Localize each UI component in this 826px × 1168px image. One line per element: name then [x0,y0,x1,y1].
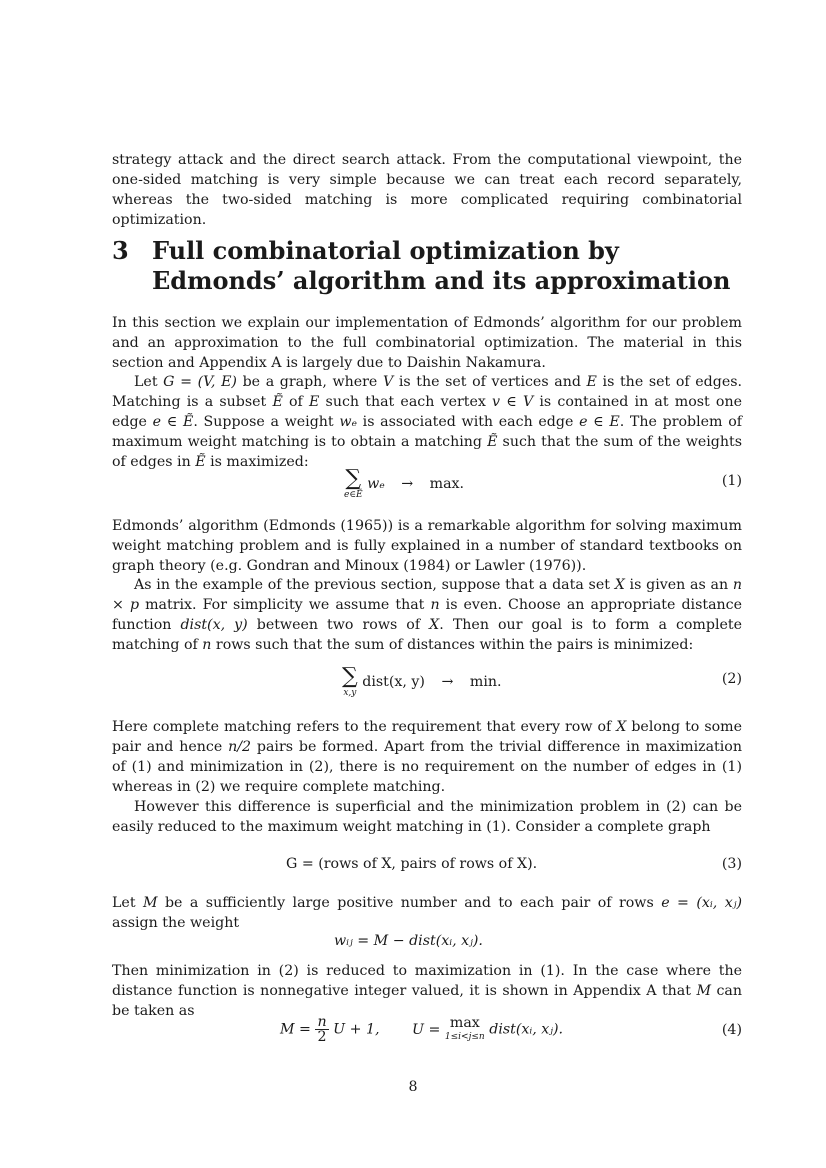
paragraph-graph-definition: Let G = (V, E) be a graph, where V is the set of vertices and E is the set of edges. Matching is a subset Ẽ of E such that each vertex v ∈ V is contained in at most one edge e ∈ Ẽ. Suppose a weight wₑ is associated with each edge e ∈ E. The problem of maximum weight matching is to obtain a matching Ẽ such that the sum of the weights of edges in Ẽ is maximized: [112,374,743,470]
equation-1-tag: (1) [721,473,742,489]
equation-1 [112,468,742,504]
equation-weight-body: wᵢⱼ = M − dist(xᵢ, xⱼ). [334,933,483,949]
equation-3-body: G = (rows of X, pairs of rows of X). [286,856,538,872]
equation-1-body: ∑ e∈Ẽ wₑ → max. [344,466,465,500]
equation-4 [112,1015,742,1053]
section-heading [112,236,752,298]
paragraph-data-set: As in the example of the previous section, suppose that a data set X is given as an n × p matrix. For simplicity we assume that n is even. Choose an appropriate distance function dist(x, y) between two rows of X. Then our goal is to form a complete matching of n rows such that the sum of distances within the pairs is minimized: [112,577,743,653]
equation-2-tag: (2) [721,671,742,687]
summation-symbol: ∑ x,y [342,664,358,698]
equation-3 [112,856,742,878]
equation-weight [112,933,742,955]
paragraph-intro-section: In this section we explain our implementation of Edmonds’ algorithm for our problem and an approximation to the full combinatorial optimization. The material in this section and Appendix A is largely due to Daishin Nakamura. [112,315,742,371]
equation-3-tag: (3) [721,856,742,872]
paragraph-weight-assignment: Let M be a sufficiently large positive number and to each pair of rows e = (xᵢ, xⱼ) assign the weight [112,895,743,931]
section-number: 3 [112,236,129,265]
section-title: Full combinatorial optimization by Edmonds’ algorithm and its approximation [152,236,731,295]
equation-2 [112,666,742,702]
max-operator: max 1≤i<j≤n [444,1014,485,1042]
equation-4-tag: (4) [721,1022,742,1038]
paragraph-reduction: However this difference is superficial and the minimization problem in (2) can be easily reduced to the maximum weight matching in (1). Consider a complete graph [112,799,742,835]
summation-symbol: ∑ e∈Ẽ [344,466,363,500]
equation-4-body: M = $\frac{n}{2}$ U + 1, U = max 1≤i<j≤n dist(xᵢ, xⱼ). [280,1014,564,1045]
paragraph-edmonds-algorithm: Edmonds’ algorithm (Edmonds (1965)) is a remarkable algorithm for solving maximum weight matching problem and is fully explained in a number of standard textbooks on graph theory (e.g. Gondran and Minoux (1984) or Lawler (1976)). [112,518,742,574]
paragraph-complete-matching: Here complete matching refers to the requirement that every row of X belong to some pair and hence n/2 pairs be formed. Apart from the trivial difference in maximization of (1) and minimization in (2), there is no requirement on the number of edges in (1) whereas in (2) we require complete matching. [112,719,742,795]
fraction-n-over-2: $\frac{n}{2}$ [317,1014,327,1045]
page-number: 8 [408,1079,418,1095]
equation-2-body: ∑ x,y dist(x, y) → min. [342,664,502,698]
intro-paragraph: strategy attack and the direct search attack. From the computational viewpoint, the one-sided matching is very simple because we can treat each record separately, whereas the two-sided matching is more complicated requiring combinatorial optimization. [112,152,742,228]
paragraph-minimization: Then minimization in (2) is reduced to maximization in (1). In the case where the distance function is nonnegative integer valued, it is shown in Appendix A that M can be taken as [112,963,742,1019]
